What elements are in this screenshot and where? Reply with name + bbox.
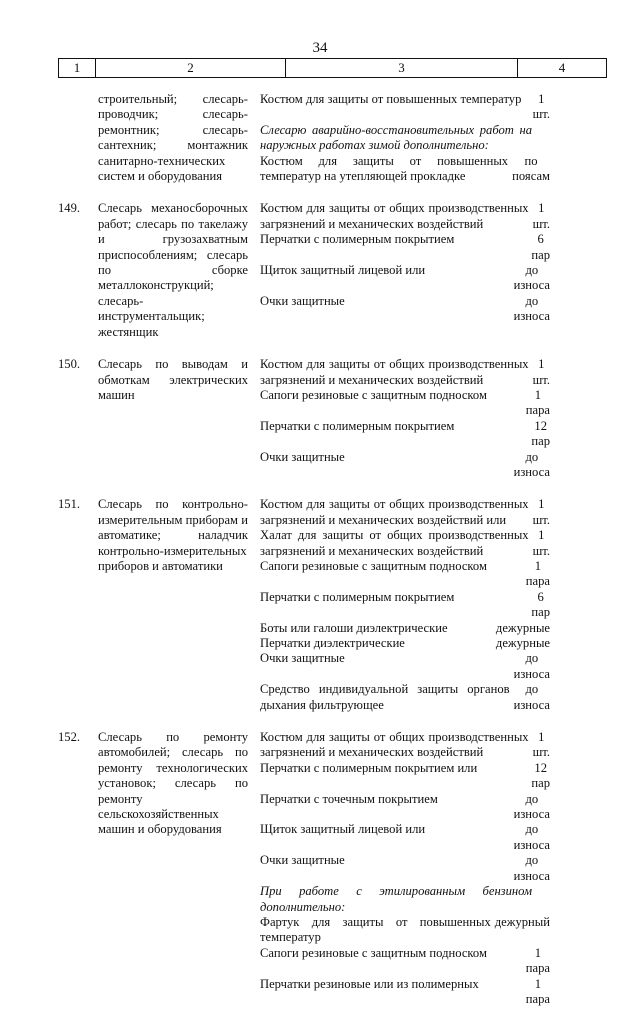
equipment-item bbox=[260, 822, 550, 853]
equipment-item bbox=[260, 761, 550, 792]
equipment-quantity: 12 пар bbox=[531, 418, 551, 449]
equipment-item bbox=[260, 651, 550, 682]
protective-equipment-list bbox=[248, 497, 550, 713]
profession-name: строительный; слесарь-проводчик; слесарь-ремонтник; слесарь-сантехник; монтажник санитарно-технических систем и оборудования bbox=[98, 92, 248, 184]
equipment-quantity: 1 шт. bbox=[532, 497, 550, 527]
equipment-item bbox=[260, 263, 550, 294]
page-number: 34 bbox=[312, 40, 328, 56]
equipment-item bbox=[260, 636, 550, 651]
equipment-quantity: 1 шт. bbox=[532, 730, 550, 760]
equipment-name: Костюм для защиты от повышенных температур bbox=[260, 92, 522, 106]
equipment-name: Костюм для защиты от повышенных температур на утепляющей прокладке bbox=[260, 153, 509, 184]
equipment-item bbox=[260, 388, 550, 419]
equipment-item bbox=[260, 528, 550, 559]
protective-equipment-list bbox=[248, 92, 550, 184]
equipment-name: Фартук для защиты от повышенных температур bbox=[260, 914, 491, 945]
equipment-item bbox=[260, 590, 550, 621]
header-col-3: 3 bbox=[286, 59, 518, 77]
equipment-name: Перчатки диэлектрические bbox=[260, 636, 405, 650]
equipment-quantity: до износа bbox=[513, 682, 550, 712]
equipment-name: Щиток защитный лицевой или bbox=[260, 263, 426, 278]
equipment-quantity: 1 шт. bbox=[532, 528, 550, 558]
equipment-quantity: до износа bbox=[513, 293, 550, 324]
equipment-quantity bbox=[532, 123, 550, 154]
equipment-quantity: до износа bbox=[513, 449, 550, 479]
equipment-name: Очки защитные bbox=[260, 651, 345, 666]
profession-name: Слесарь по выводам и обмоткам электрических машин bbox=[98, 357, 248, 402]
header-col-2: 2 bbox=[96, 59, 286, 77]
equipment-quantity: 1 шт. bbox=[532, 201, 550, 231]
equipment-item bbox=[260, 154, 550, 185]
profession-name: Слесарь по ремонту автомобилей; слесарь по ремонту технологических установок; слесарь по ремонту сельскохозяйственных машин и оборудования bbox=[98, 730, 248, 837]
protective-equipment-list bbox=[248, 357, 550, 480]
protective-equipment-list bbox=[248, 201, 550, 340]
equipment-quantity: 1 шт. bbox=[532, 92, 550, 122]
equipment-quantity: 1 пара bbox=[525, 558, 550, 589]
table-row bbox=[58, 201, 605, 340]
entry-number bbox=[58, 92, 98, 184]
equipment-name: Средство индивидуальной защиты органов дыхания фильтрующее bbox=[260, 682, 510, 712]
equipment-item bbox=[260, 682, 550, 713]
equipment-quantity: дежурные bbox=[495, 620, 550, 635]
equipment-name: При работе с этилированным бензином дополнительно: bbox=[260, 884, 532, 914]
equipment-quantity: 6 пар bbox=[531, 232, 551, 262]
equipment-name: Очки защитные bbox=[260, 293, 345, 308]
profession-name: Слесарь механосборочных работ; слесарь по такелажу и грузозахватным приспособлениям; слесарь по сборке металлоконструкций; слесарь-инструментальщик; жестянщик bbox=[98, 201, 248, 339]
equipment-item bbox=[260, 232, 550, 263]
equipment-name: Перчатки с полимерным покрытием bbox=[260, 418, 455, 433]
equipment-item bbox=[260, 915, 550, 946]
equipment-name: Перчатки резиновые или из полимерных bbox=[260, 976, 479, 991]
equipment-item bbox=[260, 123, 550, 154]
equipment-name: Сапоги резиновые с защитным подноском bbox=[260, 387, 487, 402]
equipment-quantity: дежурные bbox=[495, 636, 550, 650]
equipment-quantity: по поясам bbox=[512, 153, 551, 184]
table-row bbox=[58, 357, 605, 480]
equipment-quantity: 6 пар bbox=[531, 589, 551, 620]
equipment-quantity: 12 пар bbox=[531, 760, 551, 791]
equipment-item bbox=[260, 357, 550, 388]
equipment-name: Костюм для защиты от общих производственных загрязнений и механических воздействий или bbox=[260, 497, 529, 527]
equipment-name: Сапоги резиновые с защитным подноском bbox=[260, 558, 487, 573]
equipment-quantity: до износа bbox=[513, 651, 550, 681]
equipment-quantity bbox=[532, 884, 550, 915]
equipment-quantity: до износа bbox=[513, 853, 550, 883]
equipment-name: Перчатки с точечным покрытием bbox=[260, 791, 438, 806]
equipment-quantity: до износа bbox=[513, 791, 550, 822]
equipment-item bbox=[260, 559, 550, 590]
equipment-item bbox=[260, 450, 550, 481]
equipment-item bbox=[260, 497, 550, 528]
equipment-name: Боты или галоши диэлектрические bbox=[260, 620, 448, 635]
equipment-name: Перчатки с полимерным покрытием bbox=[260, 589, 455, 604]
equipment-quantity: 1 пара bbox=[525, 387, 550, 418]
header-col-1: 1 bbox=[59, 59, 96, 77]
entry-number: 150. bbox=[58, 357, 81, 372]
equipment-quantity: 1 пара bbox=[525, 976, 550, 1006]
equipment-item bbox=[260, 201, 550, 232]
entry-number: 151. bbox=[58, 497, 81, 512]
table-body bbox=[58, 92, 605, 1024]
equipment-item bbox=[260, 792, 550, 823]
equipment-item bbox=[260, 419, 550, 450]
equipment-name: Щиток защитный лицевой или bbox=[260, 822, 426, 837]
profession-name: Слесарь по контрольно-измерительным приборам и автоматике; наладчик контрольно-измерительных приборов и автоматики bbox=[98, 497, 248, 573]
equipment-name: Перчатки с полимерным покрытием bbox=[260, 232, 455, 247]
equipment-name: Слесарю аварийно-восстановительных работ на наружных работах зимой дополнительно: bbox=[260, 122, 532, 153]
equipment-item bbox=[260, 621, 550, 636]
equipment-name: Перчатки с полимерным покрытием или bbox=[260, 760, 478, 775]
protective-equipment-list bbox=[248, 730, 550, 1007]
equipment-quantity: 1 шт. bbox=[532, 357, 550, 387]
equipment-item bbox=[260, 92, 550, 123]
equipment-name: Костюм для защиты от общих производственных загрязнений и механических воздействий bbox=[260, 730, 529, 760]
equipment-quantity: 1 пара bbox=[525, 945, 550, 976]
equipment-item bbox=[260, 853, 550, 884]
equipment-item bbox=[260, 730, 550, 761]
equipment-name: Костюм для защиты от общих производственных загрязнений и механических воздействий bbox=[260, 201, 529, 231]
table-row bbox=[58, 730, 605, 1007]
entry-number: 149. bbox=[58, 201, 81, 216]
equipment-quantity: до износа bbox=[513, 822, 550, 852]
equipment-name: Очки защитные bbox=[260, 449, 345, 464]
equipment-item bbox=[260, 884, 550, 915]
table-row bbox=[58, 497, 605, 713]
equipment-name: Очки защитные bbox=[260, 853, 345, 868]
equipment-name: Костюм для защиты от общих производственных загрязнений и механических воздействий bbox=[260, 357, 529, 387]
table-row bbox=[58, 92, 605, 184]
entry-number: 152. bbox=[58, 730, 81, 745]
equipment-item bbox=[260, 294, 550, 325]
equipment-name: Сапоги резиновые с защитным подноском bbox=[260, 945, 487, 960]
equipment-name: Халат для защиты от общих производственных загрязнений и механических воздействий bbox=[260, 528, 529, 558]
equipment-quantity: дежурный bbox=[494, 914, 550, 929]
table-header bbox=[58, 58, 607, 78]
header-col-4: 4 bbox=[558, 60, 566, 75]
equipment-item bbox=[260, 946, 550, 977]
equipment-item bbox=[260, 977, 550, 1008]
equipment-quantity: до износа bbox=[513, 263, 550, 293]
